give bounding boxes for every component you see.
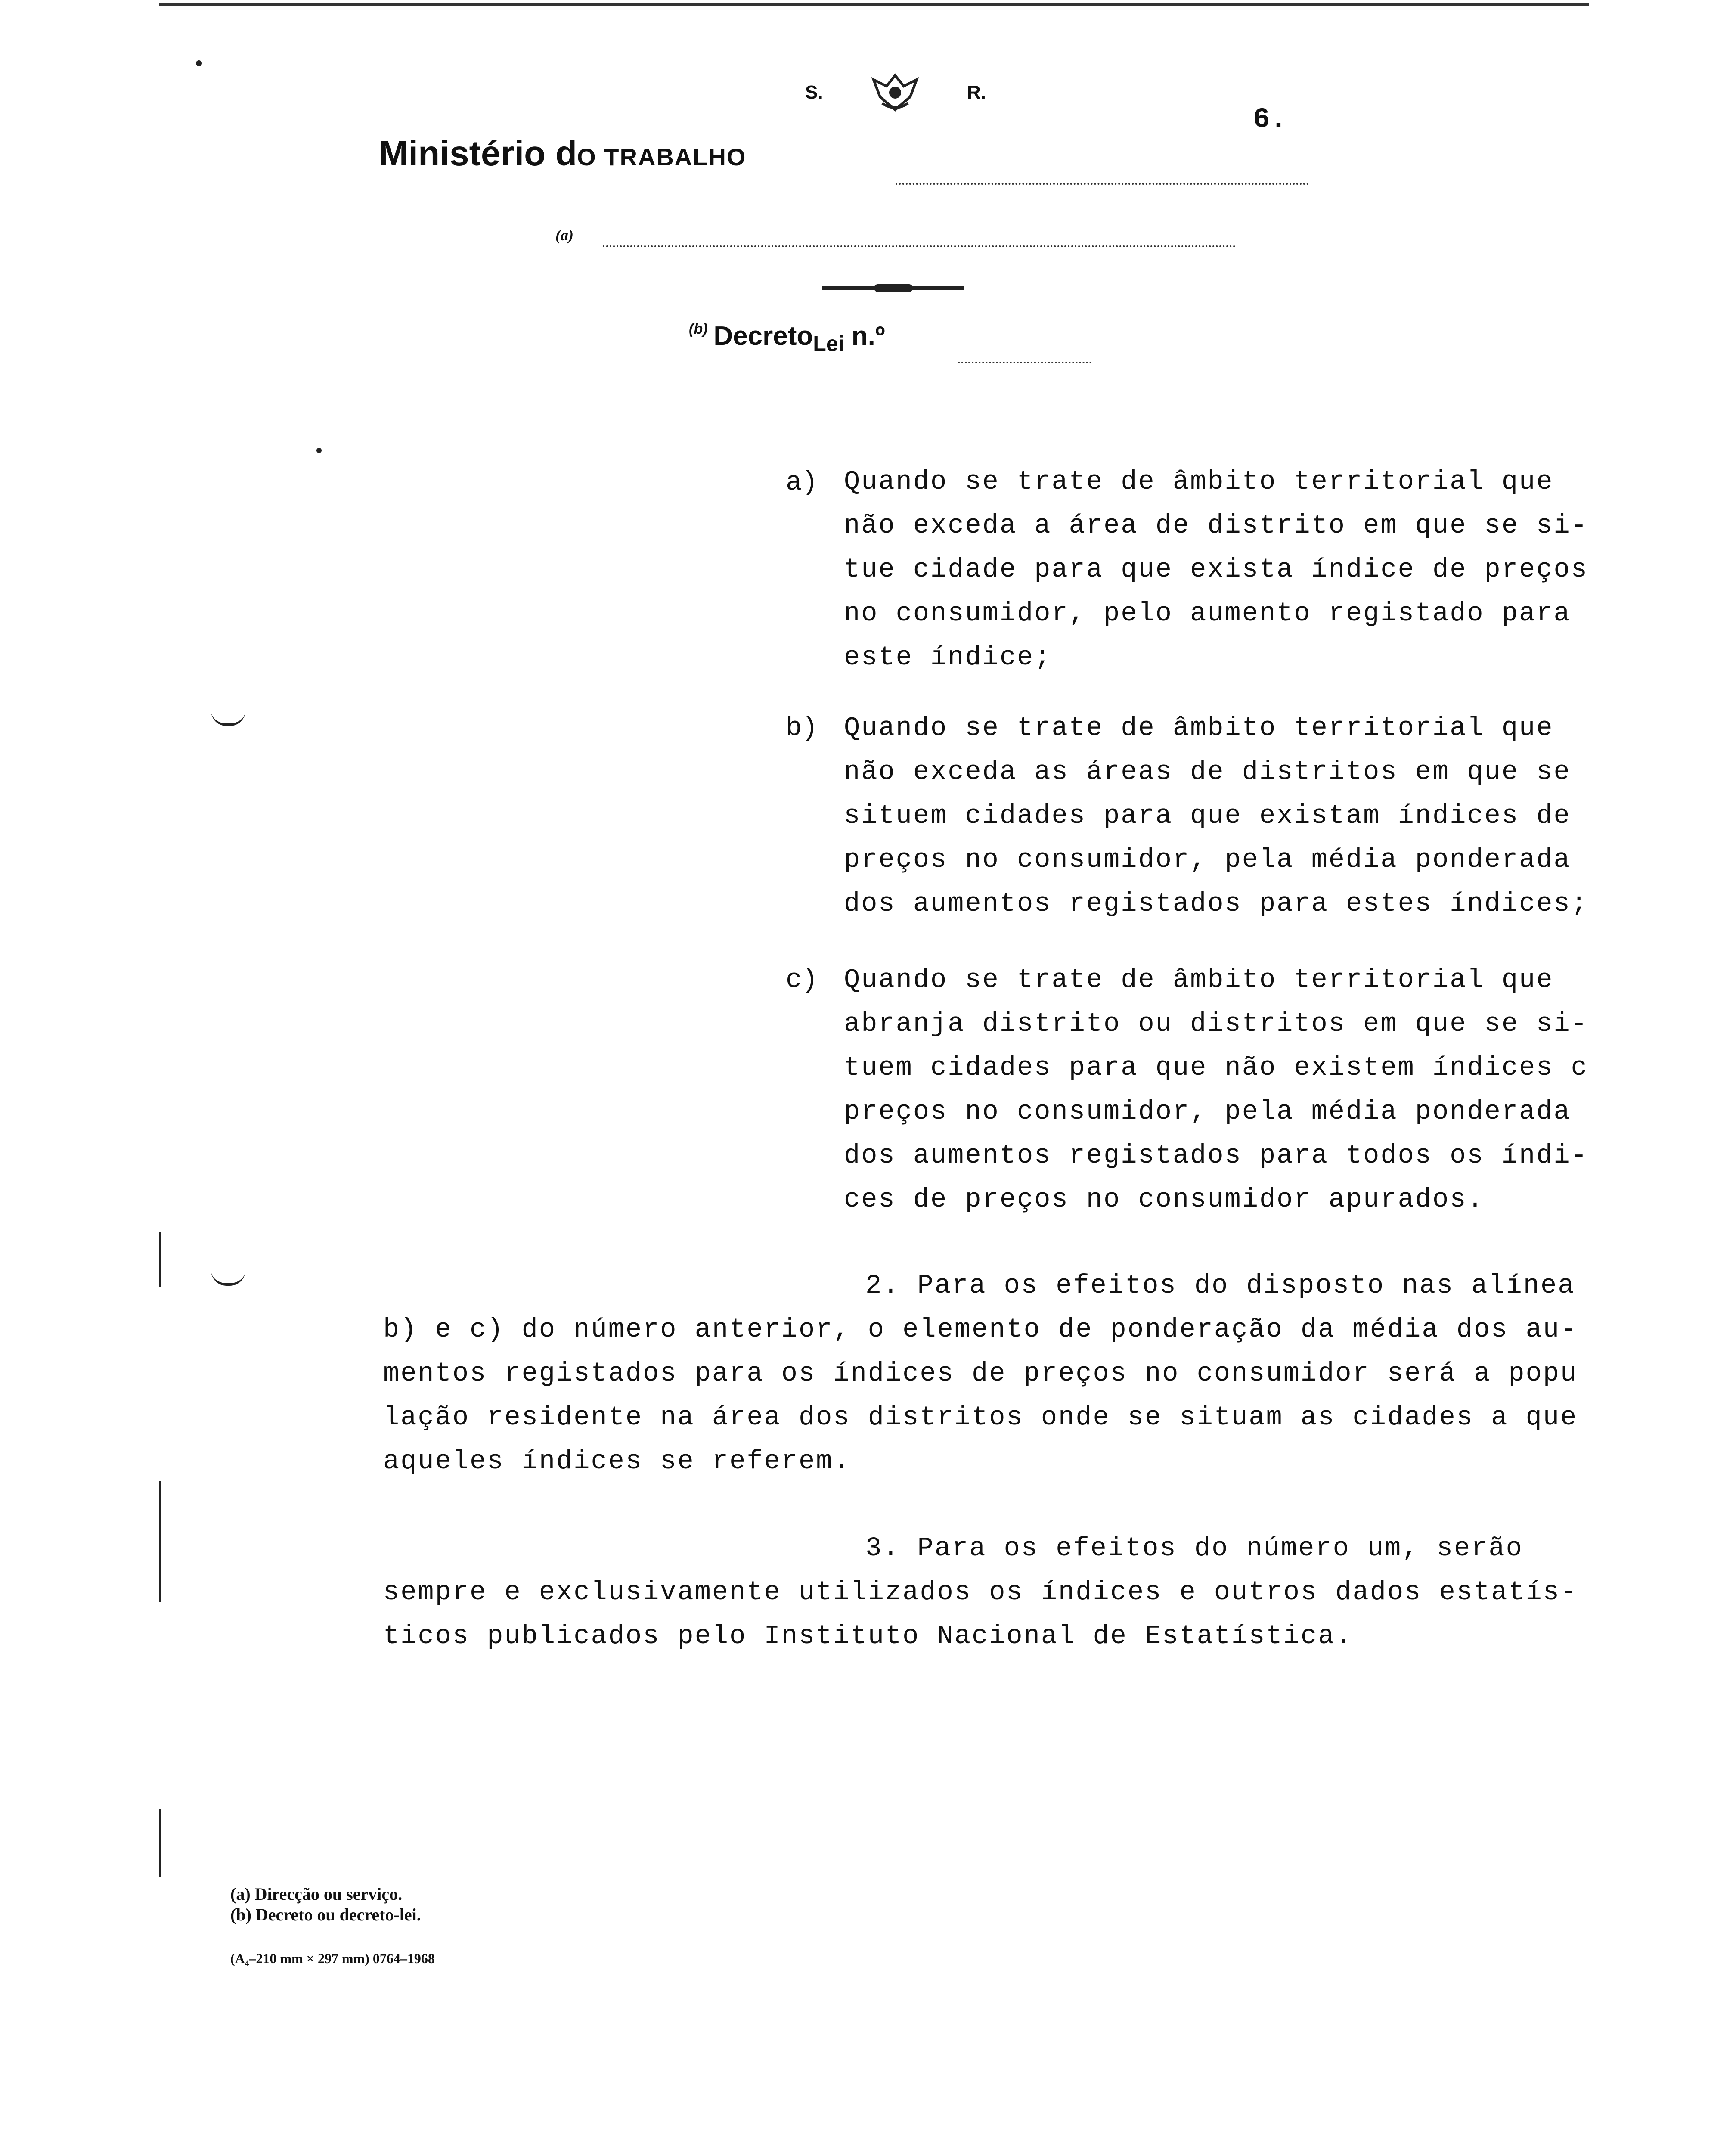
- ministry-name: O TRABALHO: [577, 143, 747, 171]
- coat-of-arms-icon: [865, 71, 925, 114]
- item-a-label: a): [786, 467, 818, 498]
- item-a-text: [844, 460, 1593, 679]
- seal-left-letter: S.: [805, 82, 823, 103]
- paragraph-2: [383, 1264, 1597, 1483]
- margin-dot: [196, 60, 202, 66]
- text-line: aqueles índices se referem.: [383, 1446, 851, 1477]
- text-line: sempre e exclusivamente utilizados os índices e outros dados estatís-: [383, 1577, 1578, 1607]
- text-line: tuem cidades para que não existem índices c: [844, 1052, 1588, 1083]
- text-line: Quando se trate de âmbito territorial que: [844, 713, 1554, 743]
- item-c-text: [844, 958, 1593, 1222]
- field-a-label: (a): [555, 226, 574, 244]
- text-line: Quando se trate de âmbito territorial que: [844, 965, 1554, 995]
- form-format-code: (A₄–210 mm × 297 mm) 0764–1968: [230, 1951, 435, 1966]
- page-number: 6.: [1253, 103, 1287, 136]
- top-border-line: [159, 3, 1589, 6]
- text-line: ces de preços no consumidor apurados.: [844, 1184, 1485, 1215]
- item-c-label: c): [786, 965, 818, 995]
- text-line: 2. Para os efeitos do disposto nas alínea: [865, 1270, 1575, 1301]
- item-b-text: [844, 706, 1593, 926]
- text-line: preços no consumidor, pela média ponderada: [844, 844, 1571, 875]
- text-line: situem cidades para que existam índices de: [844, 800, 1571, 831]
- text-line: dos aumentos registados para estes índices;: [844, 888, 1588, 919]
- margin-punch-mark: [211, 1270, 245, 1286]
- margin-punch-mark: [211, 710, 245, 726]
- ornamental-rule: [822, 286, 964, 290]
- margin-binding-line: [159, 1809, 161, 1877]
- decree-prefix: Decreto: [713, 321, 813, 351]
- field-b-label: (b): [689, 321, 708, 337]
- text-line: não exceda as áreas de distritos em que se: [844, 757, 1571, 787]
- footnote-b: (b) Decreto ou decreto-lei.: [230, 1905, 421, 1924]
- footnote-a: (a) Direcção ou serviço.: [230, 1884, 403, 1904]
- text-line: ticos publicados pelo Instituto Nacional de Estatística.: [383, 1621, 1353, 1651]
- text-line: tue cidade para que exista índice de preços: [844, 554, 1588, 585]
- decree-number-fill-line: [958, 362, 1091, 363]
- ministry-prefix: Ministério d: [379, 134, 577, 173]
- field-a-fill-line: [603, 245, 1236, 247]
- text-line: mentos registados para os índices de preços no consumidor será a popu: [383, 1358, 1578, 1389]
- ministry-fill-line: [896, 183, 1309, 185]
- seal-right-letter: R.: [967, 82, 986, 103]
- decree-number-label: n.º: [851, 321, 885, 351]
- text-line: 3. Para os efeitos do número um, serão: [865, 1533, 1523, 1564]
- text-line: não exceda a área de distrito em que se si-: [844, 510, 1588, 541]
- margin-dot: [316, 448, 322, 453]
- decree-heading: [689, 321, 885, 356]
- text-line: no consumidor, pelo aumento registado para: [844, 598, 1571, 629]
- paragraph-3: [383, 1526, 1597, 1658]
- text-line: b) e c) do número anterior, o elemento de ponderação da média dos au-: [383, 1314, 1578, 1345]
- item-b-label: b): [786, 713, 818, 743]
- text-line: este índice;: [844, 642, 1052, 673]
- margin-binding-line: [159, 1481, 161, 1602]
- text-line: Quando se trate de âmbito territorial que: [844, 466, 1554, 497]
- ministry-heading: [379, 133, 746, 174]
- text-line: abranja distrito ou distritos em que se si-: [844, 1008, 1588, 1039]
- republic-seal: [805, 65, 986, 121]
- margin-binding-line: [159, 1232, 161, 1287]
- text-line: lação residente na área dos distritos onde se situam as cidades a que: [383, 1402, 1578, 1433]
- text-line: preços no consumidor, pela média ponderada: [844, 1096, 1571, 1127]
- decree-lei: Lei: [813, 332, 844, 356]
- text-line: dos aumentos registados para todos os índi-: [844, 1140, 1588, 1171]
